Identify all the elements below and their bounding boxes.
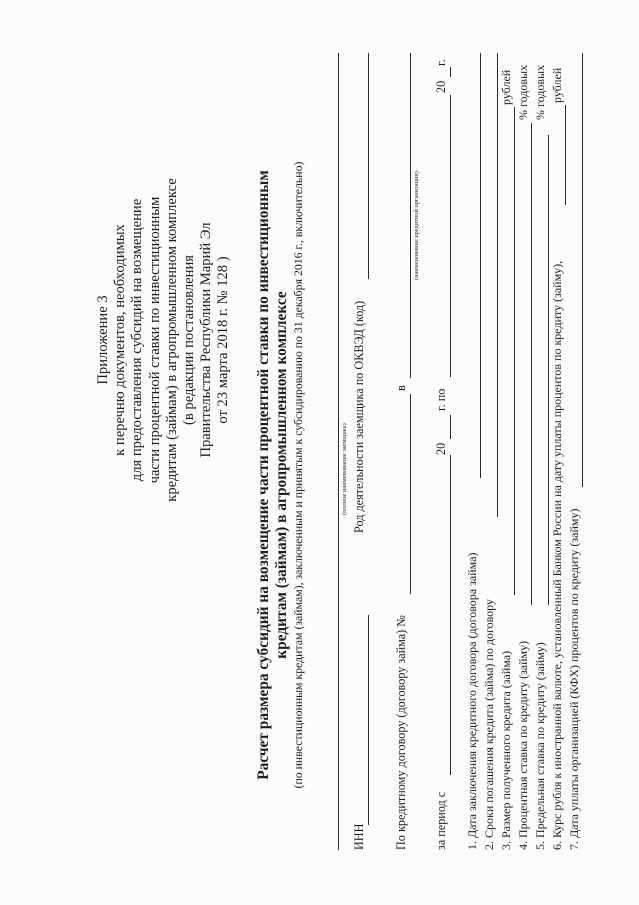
list-item-unit: рублей bbox=[499, 69, 513, 105]
list-item-field[interactable] bbox=[548, 135, 549, 605]
annex-line-4: части процентной ставки по инвестиционным bbox=[146, 196, 163, 484]
borrower-name-field[interactable] bbox=[338, 53, 339, 850]
okved-field[interactable] bbox=[368, 53, 369, 279]
list-item-label: 3. Размер полученного кредита (займа) bbox=[499, 650, 513, 850]
annex-line-7: Правительства Республики Марий Эл bbox=[198, 222, 215, 458]
credit-org-field[interactable] bbox=[410, 53, 411, 378]
credit-org-caption: (наименование кредитной организации) bbox=[413, 171, 420, 280]
annex-line-6: (в редакции постановления bbox=[181, 255, 198, 425]
period-to-year-field[interactable] bbox=[450, 67, 451, 77]
list-item-label: 6. Курс рубля к иностранной валюте, установленный Банком России на дату уплаты процентов по кредиту (займу), bbox=[550, 260, 564, 850]
list-item-field[interactable] bbox=[497, 53, 498, 517]
list-item-unit: % годовых bbox=[516, 64, 530, 120]
annex-header bbox=[95, 175, 233, 505]
list-item-field[interactable] bbox=[565, 105, 566, 205]
list-item-label: 5. Предельная ставка по кредиту (займу) bbox=[533, 642, 547, 850]
okved-label: Род деятельности заемщика по ОКВЭД (код) bbox=[352, 300, 366, 533]
period-from-label: за период с bbox=[434, 791, 448, 850]
period-from-field[interactable] bbox=[450, 455, 451, 775]
borrower-name-caption: (полное наименование заемщика) bbox=[341, 423, 348, 515]
title-line-1: Расчет размера субсидий на возмещение части процентной ставки по инвестиционным bbox=[255, 170, 272, 780]
period-to-field[interactable] bbox=[450, 95, 451, 377]
list-item-label: 4. Процентная ставка по кредиту (займу) bbox=[516, 640, 530, 850]
period-year-suffix: г. bbox=[434, 59, 448, 66]
annex-line-1: Приложение 3 bbox=[95, 295, 111, 385]
list-item-field[interactable] bbox=[480, 53, 481, 478]
list-item-field[interactable] bbox=[582, 53, 583, 487]
list-item-unit: % годовых bbox=[533, 64, 547, 120]
period-to-label: г. по bbox=[434, 388, 448, 411]
inn-field[interactable] bbox=[368, 615, 369, 825]
annex-line-2: к перечню документов, необходимых bbox=[112, 224, 129, 456]
list-item-label: 2. Сроки погашения кредита (займа) по договору bbox=[482, 599, 496, 850]
list-item-label: 7. Дата уплаты организацией (КФХ) процентов по кредиту (займу) bbox=[567, 508, 581, 850]
credit-agreement-number-field[interactable] bbox=[410, 394, 411, 594]
list-item-unit: рублей bbox=[550, 67, 564, 103]
document-subtitle: (по инвестиционным кредитам (займам), заключенным и принятым к субсидированию по 31 декабря 2016 г., включительно) bbox=[291, 161, 305, 789]
annex-line-3: для предоставления субсидий на возмещение bbox=[129, 198, 146, 482]
document-title bbox=[255, 60, 291, 890]
period-from-year-field[interactable] bbox=[450, 415, 451, 439]
credit-org-in-label: в bbox=[394, 385, 408, 391]
credit-agreement-label: По кредитному договору (договору займа) № bbox=[394, 615, 408, 850]
inn-label: ИНН bbox=[352, 823, 366, 850]
period-year-prefix-2: 20 bbox=[434, 80, 448, 93]
list-item-field[interactable] bbox=[514, 107, 515, 595]
title-line-2: кредитам (займам) в агропромышленном комплексе bbox=[273, 291, 290, 659]
annex-line-5: кредитам (займам) в агропромышленном комплексе bbox=[163, 178, 180, 502]
list-item-label: 1. Дата заключения кредитного договора (договора займа) bbox=[465, 552, 479, 850]
annex-line-8: от 23 марта 2018 г. № 128 ) bbox=[215, 256, 232, 424]
period-year-prefix-1: 20 bbox=[434, 442, 448, 455]
list-item-field[interactable] bbox=[531, 123, 532, 605]
